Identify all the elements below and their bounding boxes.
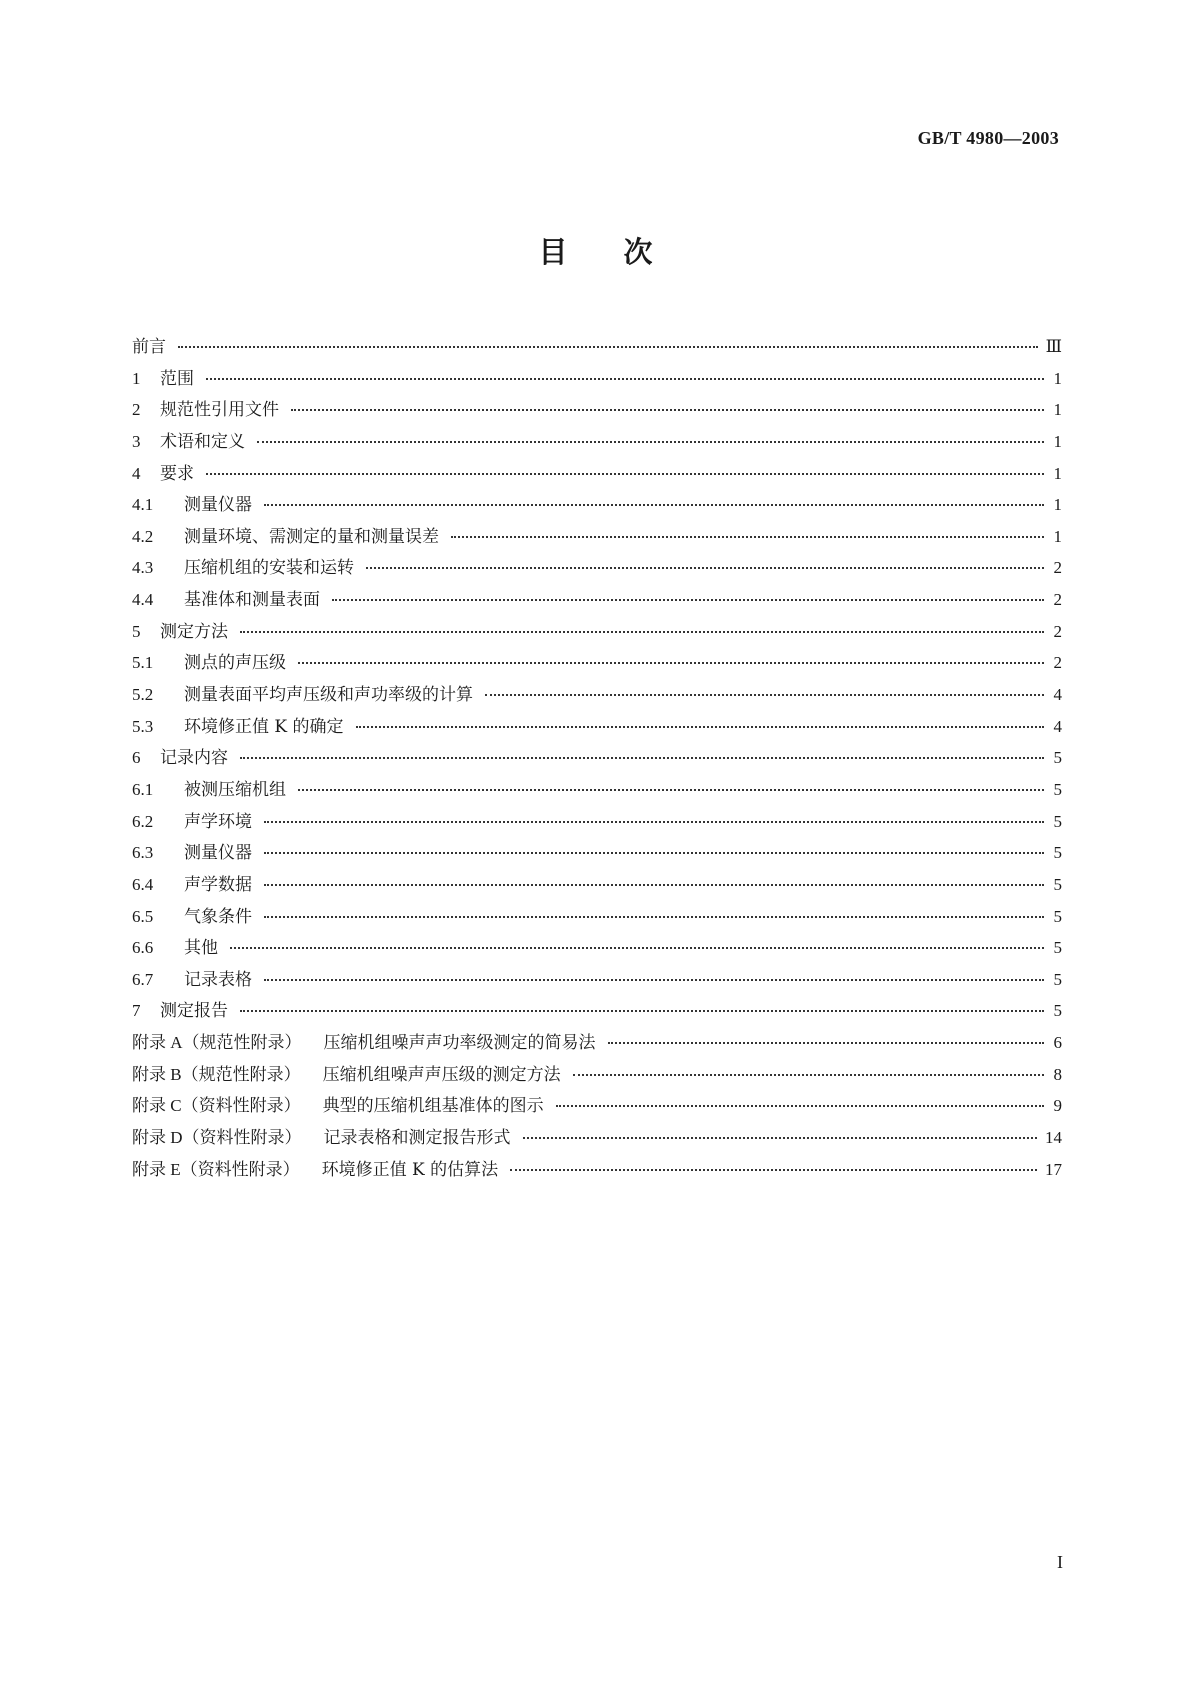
toc-entry-label: 记录内容 — [160, 748, 228, 769]
toc-entry-page: 2 — [1053, 653, 1062, 673]
toc-entry-label: 压缩机组噪声声压级的测定方法 — [322, 1064, 561, 1085]
toc-entry-label: 典型的压缩机组基准体的图示 — [322, 1096, 544, 1117]
toc-entry[interactable] — [132, 742, 1062, 774]
toc-entry-number: 6.2 — [132, 811, 154, 831]
toc-entry[interactable] — [132, 1090, 1062, 1122]
toc-entry-page: 5 — [1053, 779, 1062, 799]
toc-dot-leader — [264, 852, 1044, 854]
toc-entry-label: 气象条件 — [184, 906, 252, 927]
toc-entry-number: 附录 B（规范性附录） — [132, 1064, 301, 1084]
toc-entry-number: 5.3 — [132, 716, 154, 736]
toc-entry[interactable] — [132, 426, 1062, 458]
toc-entry-label: 声学数据 — [184, 874, 252, 895]
toc-entry[interactable] — [132, 521, 1062, 553]
toc-entry-label: 术语和定义 — [160, 431, 245, 452]
toc-entry-page: 1 — [1053, 431, 1062, 451]
toc-dot-leader — [298, 662, 1044, 664]
toc-entry[interactable] — [132, 616, 1062, 648]
toc-entry[interactable] — [132, 552, 1062, 584]
toc-entry-number: 4.3 — [132, 558, 154, 578]
toc-entry-page: 2 — [1053, 621, 1062, 641]
toc-entry-page: 5 — [1053, 938, 1062, 958]
toc-entry[interactable] — [132, 458, 1062, 490]
toc-entry-page: 14 — [1045, 1128, 1062, 1148]
toc-entry[interactable] — [132, 1154, 1062, 1186]
toc-entry-label: 压缩机组的安装和运转 — [184, 558, 354, 579]
page-number: I — [1057, 1552, 1063, 1572]
toc-entry-number: 5 — [132, 621, 141, 641]
toc-entry[interactable] — [132, 869, 1062, 901]
toc-dot-leader — [264, 821, 1044, 823]
toc-entry-page: 8 — [1053, 1064, 1062, 1084]
toc-entry-page: 4 — [1053, 685, 1062, 705]
toc-entry-number: 6.3 — [132, 843, 154, 863]
toc-entry-number: 1 — [132, 368, 141, 388]
toc-entry-page: 5 — [1053, 906, 1062, 926]
toc-dot-leader — [264, 916, 1044, 918]
toc-entry[interactable] — [132, 1027, 1062, 1059]
toc-entry-page: 5 — [1053, 811, 1062, 831]
toc-entry-number: 4.1 — [132, 495, 154, 515]
toc-entry-page: 5 — [1053, 1001, 1062, 1021]
toc-entry-number: 5.1 — [132, 653, 154, 673]
toc-entry-page: 2 — [1053, 558, 1062, 578]
toc-dot-leader — [451, 536, 1044, 538]
toc-dot-leader — [366, 567, 1044, 569]
toc-entry-number: 6.6 — [132, 938, 154, 958]
toc-dot-leader — [523, 1137, 1037, 1139]
toc-entry[interactable] — [132, 1059, 1062, 1091]
toc-entry-page: 5 — [1053, 874, 1062, 894]
toc-entry-label: 前言 — [132, 337, 166, 357]
toc-entry-page: Ⅲ — [1045, 337, 1062, 356]
toc-entry-number: 4.2 — [132, 526, 154, 546]
toc-entry[interactable] — [132, 584, 1062, 616]
toc-entry-number: 附录 C（资料性附录） — [132, 1096, 301, 1116]
toc-dot-leader — [240, 1010, 1044, 1012]
toc-entry-label: 压缩机组噪声声功率级测定的简易法 — [323, 1033, 596, 1054]
toc-entry-label: 环境修正值 K 的估算法 — [321, 1159, 499, 1180]
toc-entry-number: 6.5 — [132, 906, 154, 926]
toc-dot-leader — [264, 979, 1044, 981]
toc-entry-page: 1 — [1053, 495, 1062, 515]
toc-dot-leader — [240, 757, 1044, 759]
toc-dot-leader — [298, 789, 1044, 791]
toc-entry-page: 5 — [1053, 748, 1062, 768]
toc-entry-label: 测量环境、需测定的量和测量误差 — [184, 526, 439, 547]
toc-entry-label: 测量表面平均声压级和声功率级的计算 — [184, 685, 473, 706]
toc-entry-label: 测量仪器 — [184, 843, 252, 864]
table-of-contents — [132, 331, 1062, 1185]
toc-entry-page: 1 — [1053, 400, 1062, 420]
toc-entry-label: 规范性引用文件 — [160, 400, 279, 421]
toc-dot-leader — [206, 378, 1044, 380]
toc-entry[interactable] — [132, 331, 1062, 363]
toc-entry-label: 被测压缩机组 — [184, 779, 286, 800]
toc-entry-page: 2 — [1053, 590, 1062, 610]
toc-entry-page: 1 — [1053, 526, 1062, 546]
toc-entry[interactable] — [132, 774, 1062, 806]
toc-entry-number: 6 — [132, 748, 141, 768]
toc-entry-label: 记录表格 — [184, 969, 252, 990]
toc-dot-leader — [332, 599, 1044, 601]
standard-code: GB/T 4980—2003 — [917, 128, 1059, 148]
toc-entry-page: 17 — [1045, 1159, 1062, 1179]
toc-entry-number: 3 — [132, 431, 141, 451]
toc-dot-leader — [556, 1105, 1044, 1107]
toc-entry-label: 测定报告 — [160, 1001, 228, 1022]
toc-entry-page: 5 — [1053, 843, 1062, 863]
toc-entry-label: 环境修正值 K 的确定 — [184, 716, 344, 737]
toc-dot-leader — [230, 947, 1044, 949]
toc-entry-page: 6 — [1053, 1033, 1062, 1053]
toc-entry-number: 2 — [132, 400, 141, 420]
toc-entry-label: 范围 — [160, 368, 194, 389]
toc-dot-leader — [178, 346, 1038, 348]
toc-entry-number: 6.1 — [132, 779, 154, 799]
toc-dot-leader — [356, 726, 1044, 728]
toc-entry[interactable] — [132, 489, 1062, 521]
toc-dot-leader — [264, 504, 1044, 506]
page-title: 目次 — [538, 235, 709, 269]
toc-entry-label: 测量仪器 — [184, 495, 252, 516]
toc-entry-page: 4 — [1053, 716, 1062, 736]
toc-entry-label: 测点的声压级 — [184, 653, 286, 674]
toc-entry-page: 5 — [1053, 969, 1062, 989]
toc-dot-leader — [573, 1074, 1044, 1076]
toc-entry-number: 附录 E（资料性附录） — [132, 1159, 300, 1179]
toc-entry-label: 要求 — [160, 463, 194, 484]
toc-entry-number: 4 — [132, 463, 141, 483]
toc-entry-page: 1 — [1053, 368, 1062, 388]
toc-entry-label: 记录表格和测定报告形式 — [323, 1128, 511, 1149]
toc-entry-number: 6.7 — [132, 969, 154, 989]
toc-entry[interactable] — [132, 837, 1062, 869]
toc-entry[interactable] — [132, 901, 1062, 933]
toc-entry[interactable] — [132, 1122, 1062, 1154]
toc-dot-leader — [240, 631, 1044, 633]
toc-entry-label: 其他 — [184, 938, 218, 959]
toc-entry-number: 6.4 — [132, 874, 154, 894]
toc-dot-leader — [510, 1169, 1037, 1171]
toc-entry-label: 测定方法 — [160, 621, 228, 642]
toc-entry[interactable] — [132, 647, 1062, 679]
toc-entry[interactable] — [132, 995, 1062, 1027]
toc-entry-number: 4.4 — [132, 590, 154, 610]
toc-entry[interactable] — [132, 394, 1062, 426]
toc-entry-number: 附录 D（资料性附录） — [132, 1128, 302, 1148]
toc-entry-page: 9 — [1053, 1096, 1062, 1116]
toc-entry-number: 附录 A（规范性附录） — [132, 1033, 302, 1053]
toc-entry[interactable] — [132, 964, 1062, 996]
toc-entry-label: 声学环境 — [184, 811, 252, 832]
toc-dot-leader — [206, 473, 1044, 475]
toc-entry[interactable] — [132, 806, 1062, 838]
toc-dot-leader — [264, 884, 1044, 886]
toc-entry-number: 5.2 — [132, 685, 154, 705]
toc-dot-leader — [291, 409, 1044, 411]
toc-entry-page: 1 — [1053, 463, 1062, 483]
toc-dot-leader — [257, 441, 1044, 443]
toc-entry[interactable] — [132, 932, 1062, 964]
toc-entry[interactable] — [132, 679, 1062, 711]
toc-dot-leader — [485, 694, 1044, 696]
toc-entry-label: 基准体和测量表面 — [184, 590, 320, 611]
toc-entry[interactable] — [132, 363, 1062, 395]
toc-dot-leader — [608, 1042, 1044, 1044]
toc-entry-number: 7 — [132, 1001, 141, 1021]
toc-entry[interactable] — [132, 711, 1062, 743]
